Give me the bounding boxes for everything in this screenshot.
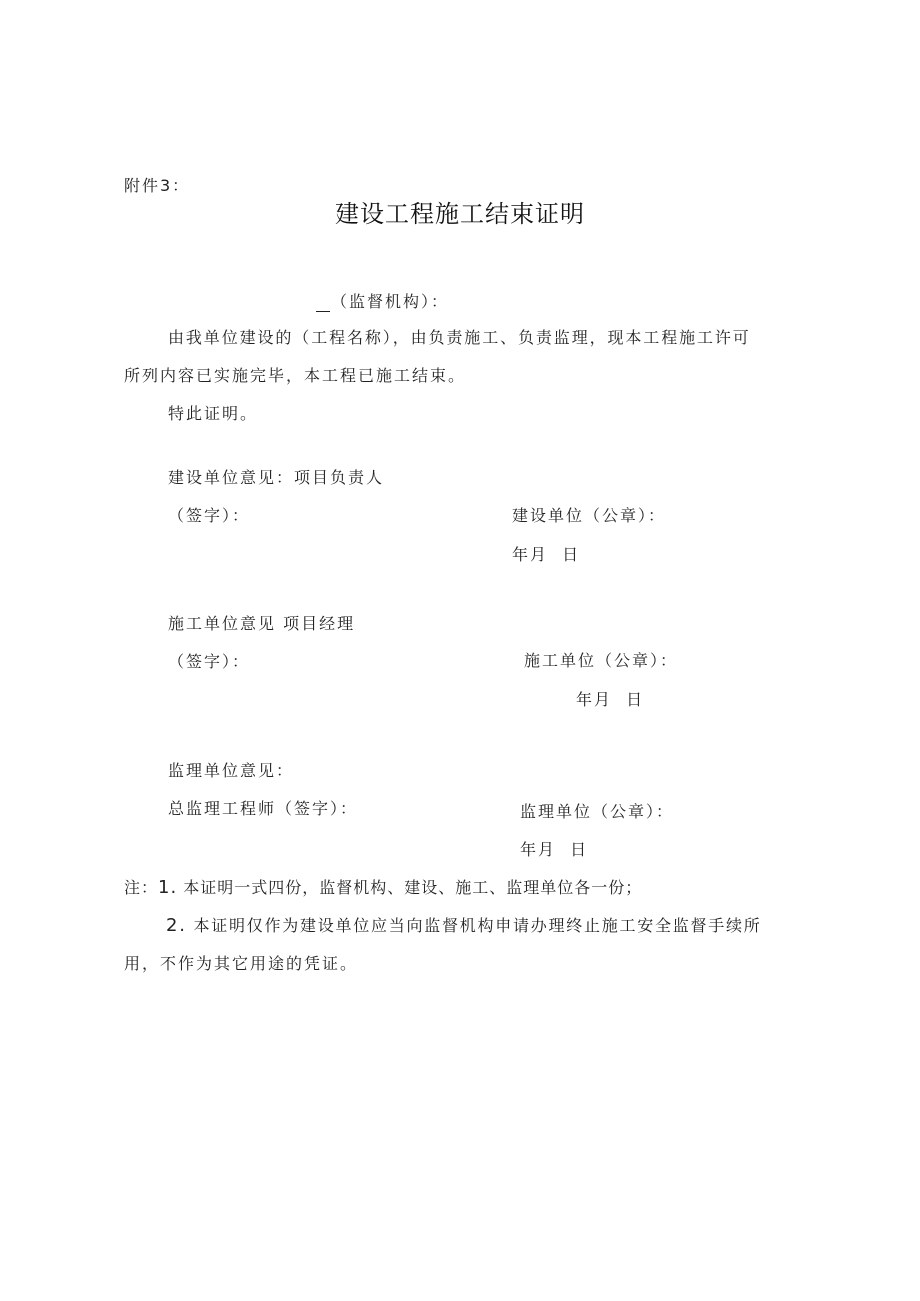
supervision-date: 年月 日 [520,840,589,859]
contractor-seal: 施工单位（公章）： [524,651,679,670]
contractor-opinion: 施工单位意见 项目经理 [168,614,356,633]
note-1 [124,878,642,898]
notes-label: 注： [124,878,159,897]
document-title: 建设工程施工结束证明 [335,200,585,228]
note-2-number: 2. [166,915,187,936]
note-1-number: 1. [158,877,178,898]
blank-underline [316,295,330,312]
construction-seal: 建设单位（公章）： [512,506,667,525]
addressee-line [316,292,449,312]
construction-opinion: 建设单位意见：项目负责人 [168,468,385,487]
construction-sign: （签字）： [168,506,251,525]
body-line-1: 由我单位建设的（工程名称），由负责施工、负责监理，现本工程施工许可 [168,328,751,347]
note-2-continuation: 用，不作为其它用途的凭证。 [124,954,359,973]
contractor-date: 年月 日 [576,690,645,709]
construction-date: 年月 日 [512,545,581,564]
body-line-2: 所列内容已实施完毕，本工程已施工结束。 [124,366,467,385]
attachment-label: 附件3： [124,176,191,195]
supervision-sign: 总监理工程师（签字）： [168,799,359,818]
addressee-text: （监督机构）： [331,292,450,311]
closing-text: 特此证明。 [168,404,259,423]
note-2-text: 本证明仅作为建设单位应当向监督机构申请办理终止施工安全监督手续所 [186,916,762,935]
note-2 [166,916,762,936]
contractor-sign: （签字）： [168,652,251,671]
supervision-opinion: 监理单位意见： [168,761,295,780]
note-1-text: 本证明一式四份，监督机构、建设、施工、监理单位各一份； [177,878,643,897]
supervision-seal: 监理单位（公章）： [520,802,675,821]
